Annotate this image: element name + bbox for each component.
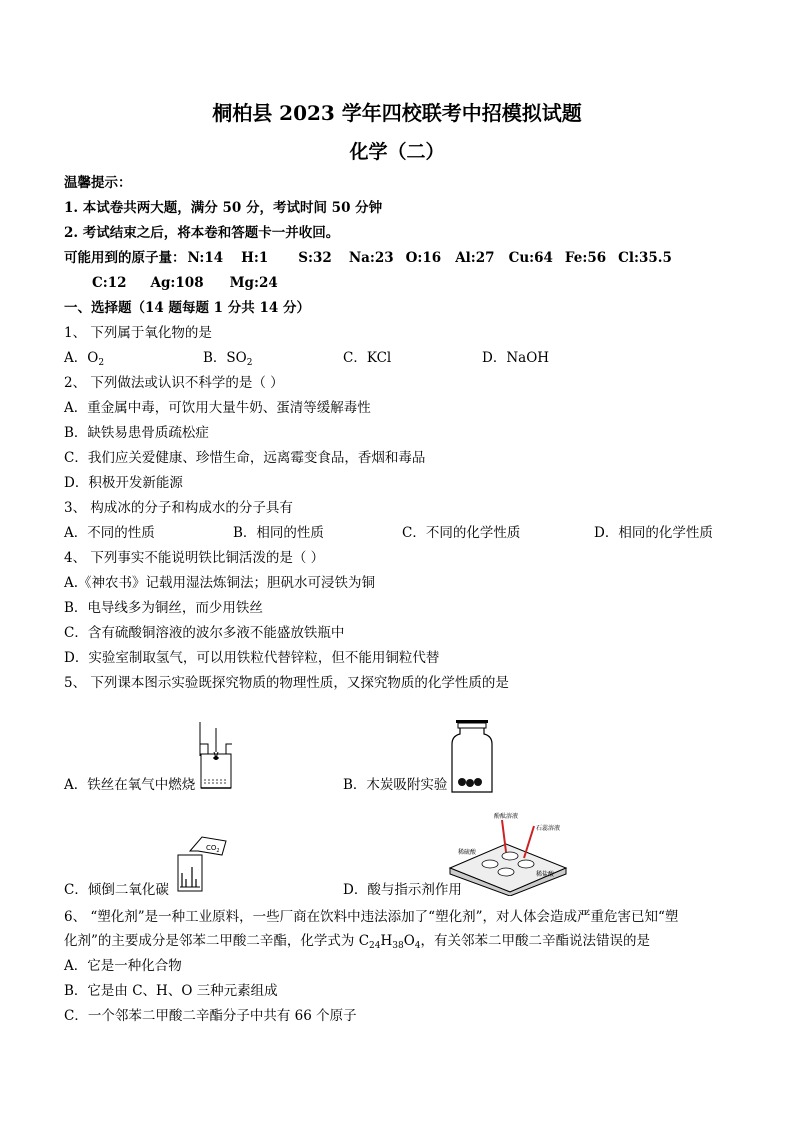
acid-indicator-figure [446, 810, 570, 896]
option: A．铁丝在氧气中燃烧 [64, 777, 196, 793]
option: A．重金属中毒，可饮用大量牛奶、蛋清等缓解毒性 [64, 400, 371, 416]
q1-option-a: A．$O_2$ [64, 350, 105, 368]
atomic-mass: Al:27 [455, 250, 495, 266]
atomic-mass: Mg:24 [229, 275, 278, 291]
tips-heading: 温馨提示： [64, 175, 132, 191]
question-stem: 3、 构成冰的分子和构成水的分子具有 [64, 500, 293, 516]
question-stem: 4、 下列事实不能说明铁比铜活泼的是（ ） [64, 550, 325, 566]
phenolphthalein-label: 酚酞溶液 [494, 813, 519, 820]
option: B．它是由 C、H、O 三种元素组成 [64, 983, 278, 999]
atomic-mass: O:16 [405, 250, 442, 266]
atomic-mass: S:32 [298, 250, 332, 266]
litmus-label: 石蕊溶液 [536, 825, 561, 832]
iron-wire-oxygen-figure [196, 722, 236, 790]
dilute-hcl-label: 稀盐酸 [536, 871, 555, 878]
option: D．积极开发新能源 [64, 475, 183, 491]
exam-subtitle: 化学（二） [349, 141, 445, 163]
option: C．含有硫酸铜溶液的波尔多液不能盛放铁瓶中 [64, 625, 345, 641]
option: C．不同的化学性质 [402, 525, 521, 541]
option: A.《神农书》记载用湿法炼铜法；胆矾水可浸铁为铜 [64, 575, 376, 591]
charcoal-adsorption-figure [448, 720, 496, 794]
option: C．我们应关爱健康、珍惜生命，远离霉变食品，香烟和毒品 [64, 450, 426, 466]
tip-item: 2. 考试结束之后，将本卷和答题卡一并收回。 [64, 225, 340, 241]
question-stem: 2、 下列做法或认识不科学的是（ ） [64, 375, 284, 391]
atomic-mass: Na:23 [348, 250, 394, 266]
dilute-h2so4-label: 稀硫酸 [458, 849, 477, 856]
option: B．电导线多为铜丝，而少用铁丝 [64, 600, 263, 616]
pouring-co2-figure [172, 829, 236, 893]
question-stem: 1、 下列属于氧化物的是 [64, 325, 212, 341]
option: C．一个邻苯二甲酸二辛酯分子中共有 66 个原子 [64, 1008, 357, 1024]
atomic-mass: N:14 [187, 250, 224, 266]
question-stem: 6、 “塑化剂”是一种工业原料，一些厂商在饮料中违法添加了“塑化剂”，对人体会造成严重危害已知“塑 [64, 909, 679, 925]
option: D．实验室制取氢气，可以用铁粒代替锌粒，但不能用铜粒代替 [64, 650, 440, 666]
option: A．不同的性质 [64, 525, 155, 541]
option: D．相同的化学性质 [594, 525, 713, 541]
exam-title: 桐柏县 2023 学年四校联考中招模拟试题 [212, 101, 582, 125]
option: B．相同的性质 [233, 525, 324, 541]
atomic-mass-row [92, 274, 278, 292]
tip-item: 1. 本试卷共两大题，满分 50 分，考试时间 50 分钟 [64, 200, 383, 216]
option: A．它是一种化合物 [64, 958, 182, 974]
atomic-mass: Cu:64 [508, 250, 553, 266]
atomic-mass: C:12 [92, 275, 127, 291]
question-stem: 5、 下列课本图示实验既探究物质的物理性质，又探究物质的化学性质的是 [64, 675, 509, 691]
option: B．缺铁易患骨质疏松症 [64, 425, 209, 441]
q1-option-d: D．NaOH [482, 350, 550, 366]
option: D．酸与指示剂作用 [343, 882, 462, 898]
atomic-mass: Cl:35.5 [618, 250, 672, 266]
atomic-mass-label: 可能用到的原子量： [64, 250, 186, 266]
q1-option-c: C．KCl [343, 350, 392, 366]
atomic-mass: Fe:56 [564, 250, 607, 266]
section-heading: 一、选择题（14 题每题 1 分共 14 分） [64, 300, 310, 316]
atomic-mass: Ag:108 [150, 275, 204, 291]
atomic-mass-row [64, 249, 672, 267]
q1-option-b: B．$SO_2$ [203, 350, 253, 368]
co2-label: $CO_2$ [206, 844, 220, 854]
question-stem-continued: 化剂”的主要成分是邻苯二甲酸二辛酯，化学式为 $C_{24}H_{38}O_4$，有关邻苯二甲酸二辛酯说法错误的是 [64, 933, 651, 951]
option: C．倾倒二氧化碳 [64, 882, 169, 898]
atomic-mass: H:1 [241, 250, 269, 266]
option: B．木炭吸附实验 [343, 777, 448, 793]
